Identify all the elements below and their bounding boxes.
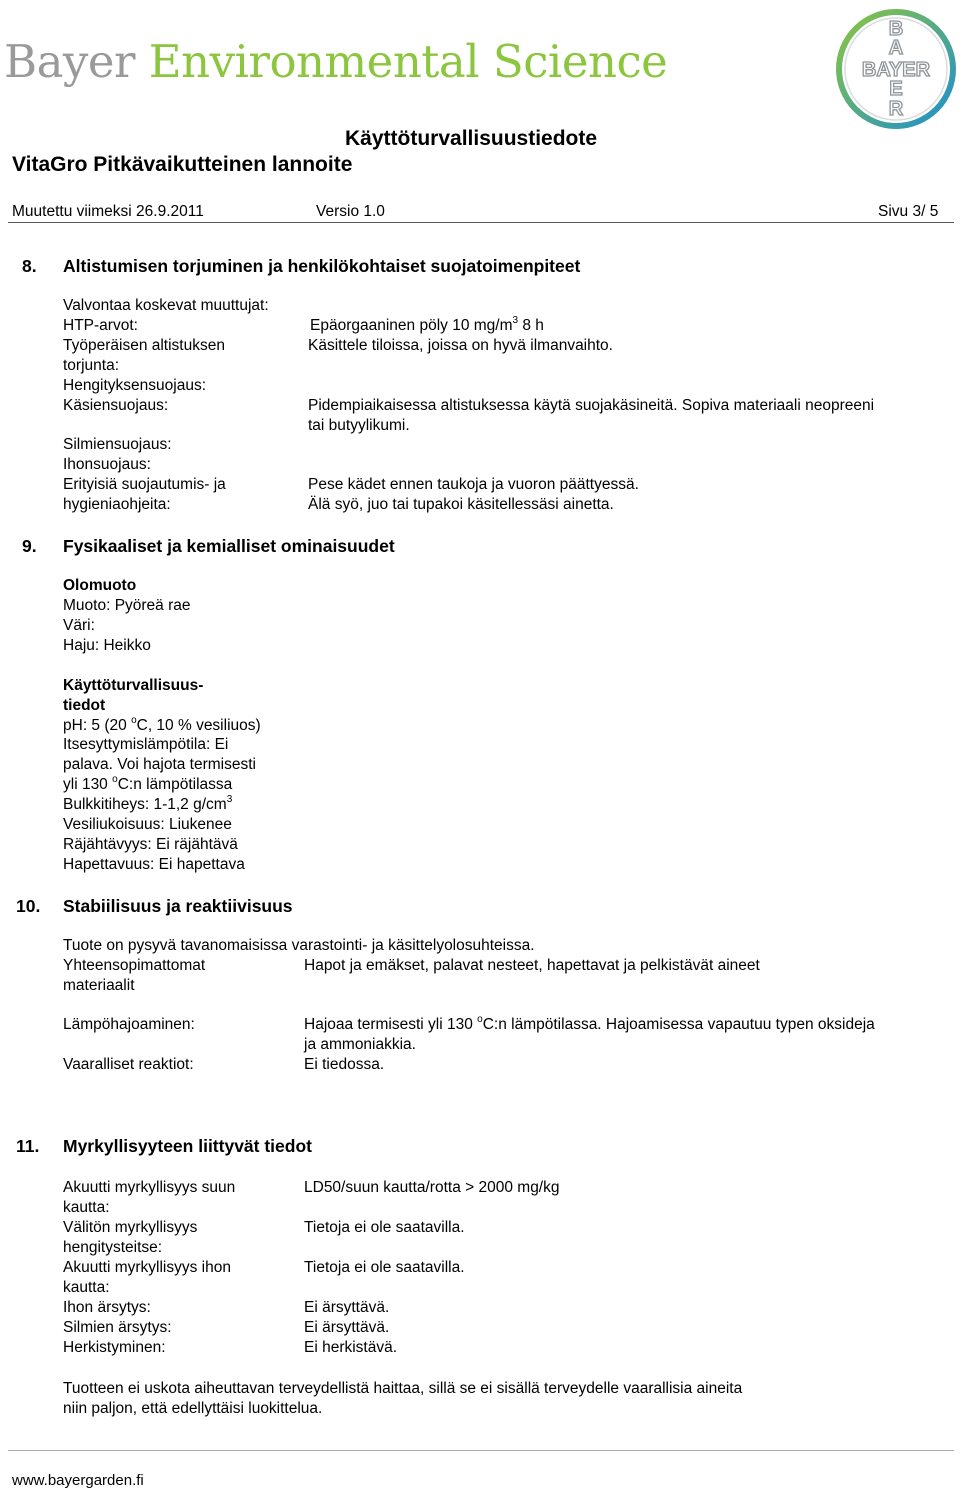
- logo-letter-e: E: [889, 78, 903, 100]
- htp-value: Epäorgaaninen pöly 10 $mg/m^3$ 8 h: [310, 314, 544, 334]
- product-name: VitaGro Pitkävaikutteinen lannoite: [12, 153, 353, 176]
- inhalation-toxicity-label-2: hengitysteitse:: [63, 1239, 163, 1256]
- skin-irritation-label: Ihon ärsytys:: [63, 1299, 151, 1316]
- header-divider: [8, 222, 954, 223]
- dermal-toxicity-label: Akuutti myrkyllisyys ihon: [63, 1259, 231, 1276]
- water-solubility: Vesiliukoisuus: Liukenee: [63, 816, 232, 833]
- section-10-title: Stabiilisuus ja reaktiivisuus: [63, 896, 293, 916]
- skin-irritation-value: Ei ärsyttävä.: [304, 1299, 390, 1316]
- safety-data-heading-2: tiedot: [63, 697, 106, 714]
- toxicology-note-2: niin paljon, että edellyttäisi luokittelua.: [63, 1400, 323, 1417]
- brand-wordmark: [4, 34, 667, 90]
- oxidizing-properties: Hapettavuus: Ei hapettava: [63, 856, 245, 873]
- eye-irritation-value: Ei ärsyttävä.: [304, 1319, 390, 1336]
- hygiene-label: Erityisiä suojautumis- ja: [63, 476, 226, 493]
- dermal-toxicity-label-2: kautta:: [63, 1279, 110, 1296]
- page-number: Sivu 3/ 5: [878, 203, 939, 220]
- control-parameters-label: Valvontaa koskevat muuttujat:: [63, 297, 269, 314]
- eye-protection-label: Silmiensuojaus:: [63, 436, 172, 453]
- oral-toxicity-value: LD50/suun kautta/rotta > 2000 mg/kg: [304, 1179, 560, 1196]
- hygiene-label-2: hygieniaohjeita:: [63, 496, 171, 513]
- oral-toxicity-label: Akuutti myrkyllisyys suun: [63, 1179, 236, 1196]
- brand-environmental-science: Environmental Science: [148, 35, 668, 88]
- version: Versio 1.0: [316, 203, 385, 220]
- exposure-control-label-2: torjunta:: [63, 357, 120, 374]
- section-11-number: 11.: [16, 1136, 40, 1156]
- ignition-temperature-3: yli 130 $^o$C:n lämpötilassa: [63, 773, 233, 793]
- explosive-properties: Räjähtävyys: Ei räjähtävä: [63, 836, 238, 853]
- hand-protection-label: Käsiensuojaus:: [63, 397, 169, 414]
- eye-irritation-label: Silmien ärsytys:: [63, 1319, 172, 1336]
- form: Muoto: Pyöreä rae: [63, 597, 191, 614]
- hand-protection-value-2: tai butyylikumi.: [308, 417, 410, 434]
- oral-toxicity-label-2: kautta:: [63, 1199, 110, 1216]
- section-9-title: Fysikaaliset ja kemialliset ominaisuudet: [63, 536, 395, 556]
- decomposition-label: Lämpöhajoaminen:: [63, 1016, 195, 1033]
- hazardous-reactions-label: Vaaralliset reaktiot:: [63, 1056, 194, 1073]
- section-10-number: 10.: [16, 896, 41, 916]
- hand-protection-value: Pidempiaikaisessa altistuksessa käytä suojakäsineitä. Sopiva materiaali neopreeni: [308, 397, 875, 414]
- hygiene-value: Pese kädet ennen taukoja ja vuoron päättyessä.: [308, 476, 639, 493]
- ignition-temperature-2: palava. Voi hajota termisesti: [63, 756, 256, 773]
- document-title: Käyttöturvallisuustiedote: [345, 127, 598, 150]
- sensitization-value: Ei herkistävä.: [304, 1339, 398, 1356]
- incompatible-materials-value: Hapot ja emäkset, palavat nesteet, hapettavat ja pelkistävät aineet: [304, 957, 760, 974]
- incompatible-materials-label-2: materiaalit: [63, 977, 135, 994]
- decomposition-value: Hajoaa termisesti yli 130 $^o$C:n lämpötilassa. Hajoamisessa vapautuu typen oksideja: [304, 1013, 875, 1033]
- exposure-control-label: Työperäisen altistuksen: [63, 337, 225, 354]
- hazardous-reactions-value: Ei tiedossa.: [304, 1056, 385, 1073]
- incompatible-materials-label: Yhteensopimattomat: [63, 957, 206, 974]
- skin-protection-label: Ihonsuojaus:: [63, 456, 151, 473]
- section-11-title: Myrkyllisyyteen liittyvät tiedot: [63, 1136, 312, 1156]
- hygiene-value-2: Älä syö, juo tai tupakoi käsitellessäsi ainetta.: [308, 496, 614, 513]
- respiratory-protection-label: Hengityksensuojaus:: [63, 377, 207, 394]
- logo-horizontal-text: BAYER: [861, 59, 931, 81]
- stability-statement: Tuote on pysyvä tavanomaisissa varastointi- ja käsittelyolosuhteissa.: [63, 937, 535, 954]
- exposure-control-value: Käsittele tiloissa, joissa on hyvä ilmanvaihto.: [308, 337, 613, 354]
- section-8-number: 8.: [22, 256, 37, 276]
- dermal-toxicity-value: Tietoja ei ole saatavilla.: [304, 1259, 465, 1276]
- logo-letter-r: R: [888, 98, 904, 120]
- color: Väri:: [63, 617, 95, 634]
- ph-value: pH: 5 (20 $^o$C, 10 % vesiliuos): [63, 714, 261, 734]
- toxicology-note: Tuotteen ei uskota aiheuttavan terveydellistä haittaa, sillä se ei sisällä terveydelle vaarallisia aineita: [63, 1380, 743, 1397]
- sensitization-label: Herkistyminen:: [63, 1339, 166, 1356]
- bayer-cross-logo: [834, 7, 958, 131]
- decomposition-value-2: ja ammoniakkia.: [304, 1036, 416, 1053]
- htp-label: HTP-arvot:: [63, 317, 138, 334]
- odor: Haju: Heikko: [63, 637, 151, 654]
- section-8-title: Altistumisen torjuminen ja henkilökohtaiset suojatoimenpiteet: [63, 256, 581, 276]
- footer-url[interactable]: www.bayergarden.fi: [12, 1472, 144, 1489]
- inhalation-toxicity-label: Välitön myrkyllisyys: [63, 1219, 198, 1236]
- logo-letter-a: A: [888, 37, 904, 59]
- inhalation-toxicity-value: Tietoja ei ole saatavilla.: [304, 1219, 465, 1236]
- logo-letter-b: B: [888, 18, 904, 40]
- footer-divider: [8, 1450, 954, 1451]
- safety-data-heading: Käyttöturvallisuus-: [63, 677, 204, 694]
- physical-state-heading: Olomuoto: [63, 577, 137, 594]
- ignition-temperature: Itsesyttymislämpötila: Ei: [63, 736, 229, 753]
- revision-date: Muutettu viimeksi 26.9.2011: [12, 203, 204, 220]
- bulk-density: Bulkkitiheys: 1-1,2 $g/cm^3$: [63, 793, 233, 813]
- brand-bayer: Bayer: [4, 35, 135, 88]
- section-9-number: 9.: [22, 536, 37, 556]
